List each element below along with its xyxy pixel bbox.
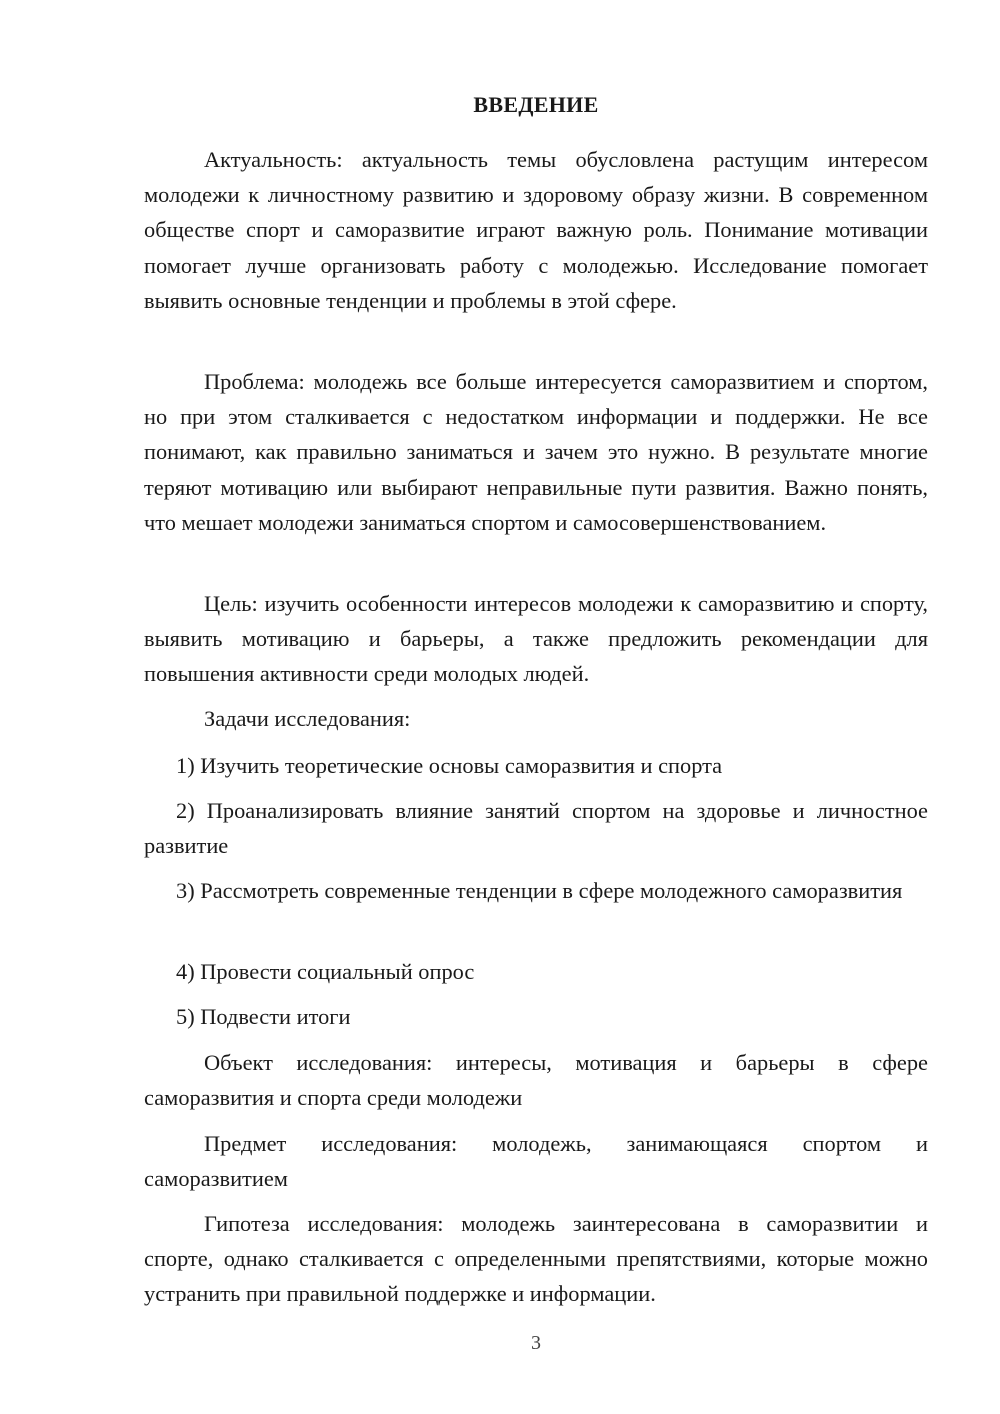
- paragraph-subject: Предмет исследования: молодежь, занимающаяся спортом и саморазвитием: [144, 1131, 928, 1192]
- paragraph-object: Объект исследования: интересы, мотивация и барьеры в сфере саморазвития и спорта среди молодежи: [144, 1050, 928, 1111]
- tasks-title: Задачи исследования:: [204, 706, 411, 731]
- paragraph-hypothesis: Гипотеза исследования: молодежь заинтересована в саморазвитии и спорте, однако сталкивается с определенными препятствиями, которые можно устранить при правильной поддержке и информации.: [144, 1211, 928, 1307]
- paragraph-goal: Цель: изучить особенности интересов молодежи к саморазвитию и спорту, выявить мотивацию и барьеры, а также предложить рекомендации для повышения активности среди молодых людей.: [144, 591, 928, 687]
- task-item: 1) Изучить теоретические основы саморазвития и спорта: [176, 753, 723, 778]
- task-item: 5) Подвести итоги: [176, 1004, 351, 1029]
- task-item: 3) Рассмотреть современные тенденции в сфере молодежного саморазвития: [176, 878, 903, 903]
- task-item: 4) Провести социальный опрос: [176, 959, 475, 984]
- page-number: 3: [531, 1332, 541, 1354]
- paragraph-problem: Проблема: молодежь все больше интересуется саморазвитием и спортом, но при этом сталкивается с недостатком информации и поддержки. Не все понимают, как правильно заниматься и зачем это нужно. В результате многие теряют мотивацию или выбирают неправильные пути развития. Важно понять, что мешает молодежи заниматься спортом и самосовершенствованием.: [144, 369, 928, 535]
- task-item: 2) Проанализировать влияние занятий спортом на здоровье и личностное развитие: [144, 798, 928, 859]
- paragraph-relevance: Актуальность: актуальность темы обусловлена растущим интересом молодежи к личностному развитию и здоровому образу жизни. В современном обществе спорт и саморазвитие играют важную роль. Понимание мотивации помогает лучше организовать работу с молодежью. Исследование помогает выявить основные тенденции и проблемы в этой сфере.: [144, 147, 928, 313]
- section-heading: ВВЕДЕНИЕ: [473, 92, 599, 117]
